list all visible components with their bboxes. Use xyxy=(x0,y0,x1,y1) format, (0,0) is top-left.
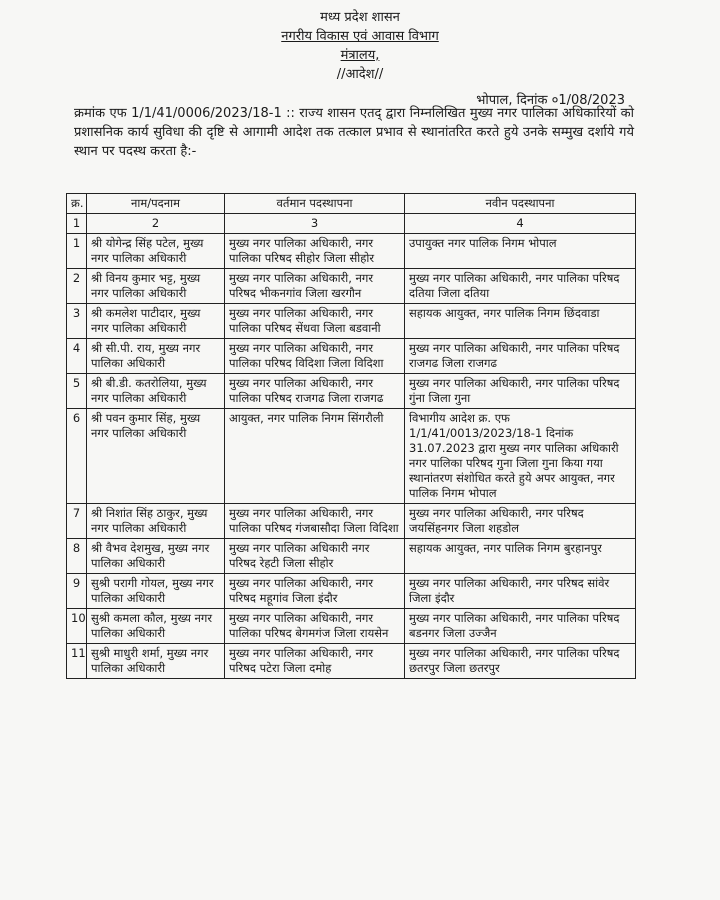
officer-name: श्री बी.डी. कतरोलिया, मुख्य नगर पालिका अधिकारी xyxy=(87,374,225,409)
new-posting: मुख्य नगर पालिका अधिकारी, नगर परिषद सांवेर जिला इंदौर xyxy=(405,574,636,609)
current-posting: आयुक्त, नगर पालिक निगम सिंगरौली xyxy=(225,409,405,504)
table-row xyxy=(67,539,636,574)
row-sno: 2 xyxy=(67,269,87,304)
current-posting: मुख्य नगर पालिका अधिकारी, नगर परिषद भीकनगांव जिला खरगौन xyxy=(225,269,405,304)
new-posting: मुख्य नगर पालिका अधिकारी, नगर पालिका परिषद बडनगर जिला उज्जैन xyxy=(405,609,636,644)
department-name: नगरीय विकास एवं आवास विभाग xyxy=(281,29,439,44)
table-row xyxy=(67,269,636,304)
row-sno: 7 xyxy=(67,504,87,539)
row-sno: 1 xyxy=(67,234,87,269)
new-posting: सहायक आयुक्त, नगर पालिक निगम बुरहानपुर xyxy=(405,539,636,574)
officer-name: श्री विनय कुमार भट्ट, मुख्य नगर पालिका अधिकारी xyxy=(87,269,225,304)
row-sno: 9 xyxy=(67,574,87,609)
new-posting: सहायक आयुक्त, नगर पालिक निगम छिंदवाडा xyxy=(405,304,636,339)
table-row xyxy=(67,644,636,679)
new-posting: मुख्य नगर पालिका अधिकारी, नगर पालिका परिषद राजगढ जिला राजगढ xyxy=(405,339,636,374)
header-sno: क्र. xyxy=(67,194,87,214)
table-header-row xyxy=(67,194,636,214)
current-posting: मुख्य नगर पालिका अधिकारी, नगर पालिका परिषद बेगमगंज जिला रायसेन xyxy=(225,609,405,644)
current-posting: मुख्य नगर पालिका अधिकारी, नगर परिषद महूगांव जिला इंदौर xyxy=(225,574,405,609)
header-current-posting: वर्तमान पदस्थापना xyxy=(225,194,405,214)
officer-name: श्री योगेन्द्र सिंह पटेल, मुख्य नगर पालिका अधिकारी xyxy=(87,234,225,269)
row-sno: 11 xyxy=(67,644,87,679)
current-posting: मुख्य नगर पालिका अधिकारी, नगर पालिका परिषद गंजबासौदा जिला विदिशा xyxy=(225,504,405,539)
current-posting: मुख्य नगर पालिका अधिकारी, नगर पालिका परिषद सेंधवा जिला बडवानी xyxy=(225,304,405,339)
column-number: 2 xyxy=(87,214,225,234)
transfer-table xyxy=(66,193,636,679)
order-heading: //आदेश// xyxy=(336,67,384,82)
current-posting: मुख्य नगर पालिका अधिकारी नगर परिषद रेहटी जिला सीहोर xyxy=(225,539,405,574)
officer-name: श्री सी.पी. राय, मुख्य नगर पालिका अधिकारी xyxy=(87,339,225,374)
current-posting: मुख्य नगर पालिका अधिकारी, नगर पालिका परिषद विदिशा जिला विदिशा xyxy=(225,339,405,374)
new-posting: मुख्य नगर पालिका अधिकारी, नगर पालिका परिषद छतरपुर जिला छतरपुर xyxy=(405,644,636,679)
current-posting: मुख्य नगर पालिका अधिकारी, नगर पालिका परिषद सीहोर जिला सीहोर xyxy=(225,234,405,269)
officer-name: सुश्री माधुरी शर्मा, मुख्य नगर पालिका अधिकारी xyxy=(87,644,225,679)
column-number-row xyxy=(67,214,636,234)
order-text: क्रमांक एफ 1/1/41/0006/2023/18-1 :: राज्य शासन एतद् द्वारा निम्नलिखित मुख्य नगर पालिका अधिकारियों को प्रशासनिक कार्य सुविधा की दृष्टि से आगामी आदेश तक तत्काल प्रभाव से स्थानांतरित करते हुये उनके सम्मुख दर्शाये गये स्थान पर पदस्थ करता है:- xyxy=(74,106,634,159)
table-body xyxy=(67,234,636,679)
row-sno: 6 xyxy=(67,409,87,504)
officer-name: श्री कमलेश पाटीदार, मुख्य नगर पालिका अधिकारी xyxy=(87,304,225,339)
officer-name: श्री पवन कुमार सिंह, मुख्य नगर पालिका अधिकारी xyxy=(87,409,225,504)
row-sno: 5 xyxy=(67,374,87,409)
table-row xyxy=(67,339,636,374)
column-number: 1 xyxy=(67,214,87,234)
new-posting: विभागीय आदेश क्र. एफ 1/1/41/0013/2023/18-1 दिनांक 31.07.2023 द्वारा मुख्य नगर पालिका अधिकारी नगर पालिका परिषद गुना जिला गुना किया गया स्थानांतरण संशोधित करते हुये अपर आयुक्त, नगर पालिक निगम भोपाल xyxy=(405,409,636,504)
column-number: 3 xyxy=(225,214,405,234)
table-row xyxy=(67,409,636,504)
header-name: नाम/पदनाम xyxy=(87,194,225,214)
row-sno: 8 xyxy=(67,539,87,574)
header-new-posting: नवीन पदस्थापना xyxy=(405,194,636,214)
order-date: भोपाल, दिनांक ०1/08/2023 xyxy=(476,93,625,108)
officer-name: सुश्री कमला कौल, मुख्य नगर पालिका अधिकारी xyxy=(87,609,225,644)
column-number: 4 xyxy=(405,214,636,234)
officer-name: श्री निशांत सिंह ठाकुर, मुख्य नगर पालिका अधिकारी xyxy=(87,504,225,539)
new-posting: मुख्य नगर पालिका अधिकारी, नगर पालिका परिषद दतिया जिला दतिया xyxy=(405,269,636,304)
document-header xyxy=(0,0,720,84)
current-posting: मुख्य नगर पालिका अधिकारी, नगर पालिका परिषद राजगढ जिला राजगढ xyxy=(225,374,405,409)
officer-name: श्री वैभव देशमुख, मुख्य नगर पालिका अधिकारी xyxy=(87,539,225,574)
row-sno: 3 xyxy=(67,304,87,339)
officer-name: सुश्री परागी गोयल, मुख्य नगर पालिका अधिकारी xyxy=(87,574,225,609)
new-posting: उपायुक्त नगर पालिक निगम भोपाल xyxy=(405,234,636,269)
table-row xyxy=(67,374,636,409)
govt-name: मध्य प्रदेश शासन xyxy=(320,10,400,25)
table-row xyxy=(67,609,636,644)
new-posting: मुख्य नगर पालिका अधिकारी, नगर पालिका परिषद गुंना जिला गुना xyxy=(405,374,636,409)
ministry-label: मंत्रालय, xyxy=(340,48,380,63)
table-row xyxy=(67,304,636,339)
table-row xyxy=(67,574,636,609)
current-posting: मुख्य नगर पालिका अधिकारी, नगर परिषद पटेरा जिला दमोह xyxy=(225,644,405,679)
new-posting: मुख्य नगर पालिका अधिकारी, नगर परिषद जयसिंहनगर जिला शहडोल xyxy=(405,504,636,539)
table-row xyxy=(67,234,636,269)
table-row xyxy=(67,504,636,539)
row-sno: 10 xyxy=(67,609,87,644)
row-sno: 4 xyxy=(67,339,87,374)
